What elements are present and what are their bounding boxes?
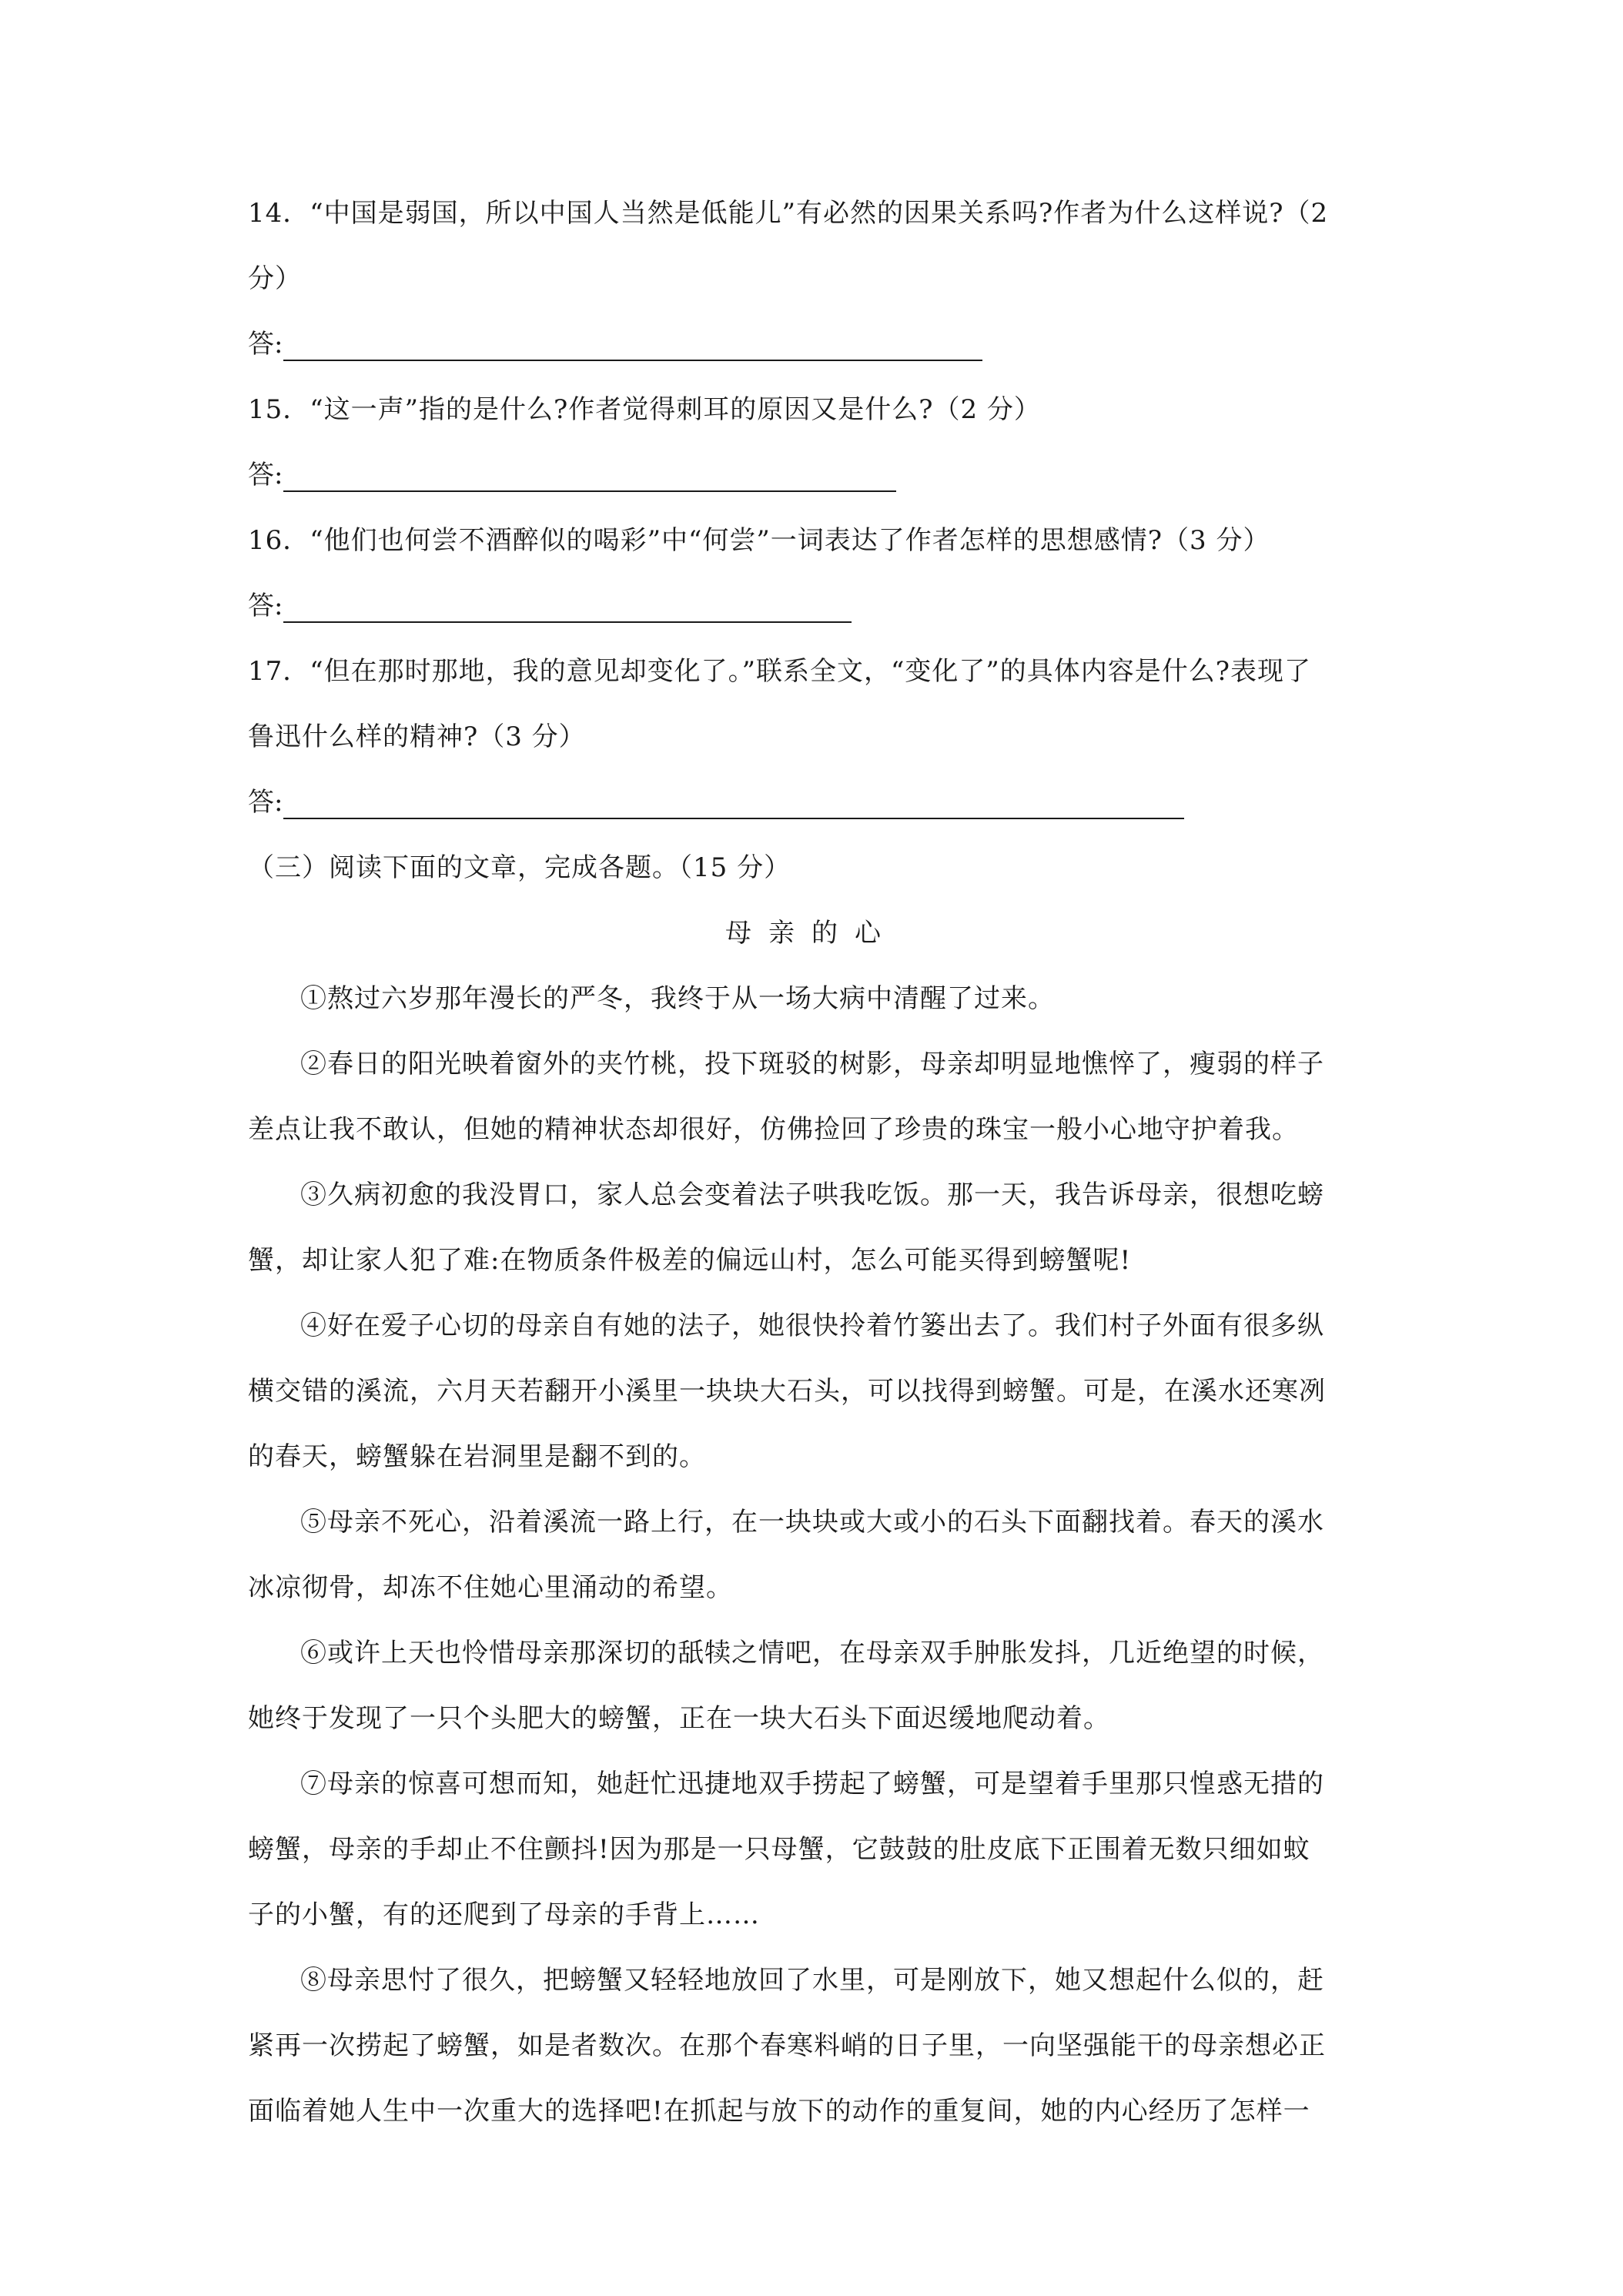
section-3-heading: （三）阅读下面的文章，完成各题。（15 分） bbox=[248, 852, 791, 883]
question-17-answer-label: 答: bbox=[248, 787, 283, 818]
article-line: 她终于发现了一只个头肥大的螃蟹，正在一块大石头下面迟缓地爬动着。 bbox=[248, 1703, 1110, 1734]
article-line: ⑦母亲的惊喜可想而知，她赶忙迅捷地双手捞起了螃蟹，可是望着手里那只惶惑无措的 bbox=[300, 1769, 1324, 1799]
question-14-line-1: 14．“中国是弱国，所以中国人当然是低能儿”有必然的因果关系吗?作者为什么这样说?（2 bbox=[248, 198, 1329, 229]
question-16-answer-label: 答: bbox=[248, 591, 283, 621]
article-line: 子的小蟹，有的还爬到了母亲的手背上…… bbox=[248, 1899, 760, 1930]
question-15-line-1: 15．“这一声”指的是什么?作者觉得刺耳的原因又是什么?（2 分） bbox=[248, 394, 1041, 425]
article-line: 的春天，螃蟹躲在岩洞里是翻不到的。 bbox=[248, 1441, 706, 1472]
question-15-answer-label: 答: bbox=[248, 460, 283, 490]
question-16-line-1: 16．“他们也何尝不酒醉似的喝彩”中“何尝”一词表达了作者怎样的思想感情?（3 分） bbox=[248, 525, 1270, 556]
article-line: 横交错的溪流，六月天若翻开小溪里一块块大石头，可以找得到螃蟹。可是，在溪水还寒冽 bbox=[248, 1376, 1326, 1407]
question-15-answer-blank[interactable] bbox=[283, 490, 896, 492]
article-line: 紧再一次捞起了螃蟹，如是者数次。在那个春寒料峭的日子里，一向坚强能干的母亲想必正 bbox=[248, 2030, 1326, 2061]
article-line: 螃蟹，母亲的手却止不住颤抖!因为那是一只母蟹，它鼓鼓的肚皮底下正围着无数只细如蚊 bbox=[248, 1834, 1310, 1865]
question-17-line-2: 鲁迅什么样的精神?（3 分） bbox=[248, 721, 586, 752]
article-line: ③久病初愈的我没胃口，家人总会变着法子哄我吃饭。那一天，我告诉母亲，很想吃螃 bbox=[300, 1180, 1324, 1210]
question-16-answer-blank[interactable] bbox=[283, 621, 852, 623]
question-17-answer-blank[interactable] bbox=[283, 818, 1184, 819]
question-14-line-2: 分） bbox=[248, 263, 302, 294]
question-14-answer-label: 答: bbox=[248, 329, 283, 360]
article-line: 差点让我不敢认，但她的精神状态却很好，仿佛捡回了珍贵的珠宝一般小心地守护着我。 bbox=[248, 1114, 1299, 1145]
article-line: ②春日的阳光映着窗外的夹竹桃，投下斑驳的树影，母亲却明显地憔悴了，瘦弱的样子 bbox=[300, 1049, 1324, 1079]
article-line: ⑥或许上天也怜惜母亲那深切的舐犊之情吧，在母亲双手肿胀发抖，几近绝望的时候， bbox=[300, 1638, 1324, 1668]
article-line: ①熬过六岁那年漫长的严冬，我终于从一场大病中清醒了过来。 bbox=[300, 983, 1055, 1014]
article-line: 蟹，却让家人犯了难:在物质条件极差的偏远山村，怎么可能买得到螃蟹呢! bbox=[248, 1245, 1132, 1276]
article-line: ④好在爱子心切的母亲自有她的法子，她很快拎着竹篓出去了。我们村子外面有很多纵 bbox=[300, 1310, 1324, 1341]
article-line: ⑧母亲思忖了很久，把螃蟹又轻轻地放回了水里，可是刚放下，她又想起什么似的，赶 bbox=[300, 1965, 1324, 1996]
article-line: ⑤母亲不死心，沿着溪流一路上行，在一块块或大或小的石头下面翻找着。春天的溪水 bbox=[300, 1507, 1324, 1538]
question-17-line-1: 17．“但在那时那地，我的意见却变化了。”联系全文，“变化了”的具体内容是什么?表现了 bbox=[248, 656, 1312, 687]
question-14-answer-blank[interactable] bbox=[283, 360, 982, 361]
article-line: 冰凉彻骨，却冻不住她心里涌动的希望。 bbox=[248, 1572, 733, 1603]
article-line: 面临着她人生中一次重大的选择吧!在抓起与放下的动作的重复间，她的内心经历了怎样一 bbox=[248, 2096, 1310, 2127]
article-title: 母亲的心 bbox=[725, 918, 898, 949]
